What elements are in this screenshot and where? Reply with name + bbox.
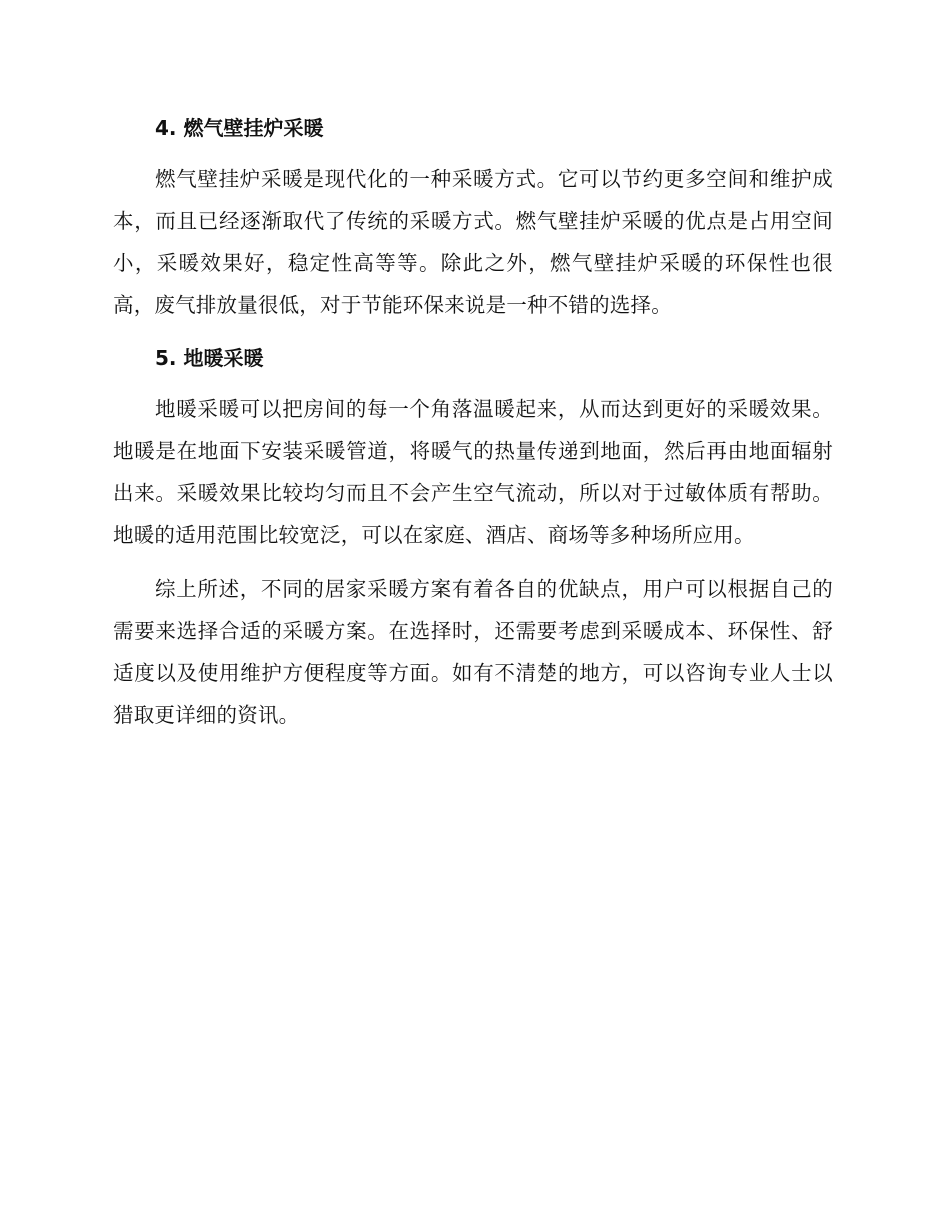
conclusion-paragraph: 综上所述，不同的居家采暖方案有着各自的优缺点，用户可以根据自己的需要来选择合适的采暖方案。在选择时，还需要考虑到采暖成本、环保性、舒适度以及使用维护方便程度等方面。如有不清楚的地方，可以咨询专业人士以猎取更详细的资讯。 xyxy=(113,577,833,727)
document-body xyxy=(113,108,833,748)
section-heading-gas-boiler: 4. 燃气壁挂炉采暖 xyxy=(155,116,324,140)
section-paragraph-gas-boiler: 燃气壁挂炉采暖是现代化的一种采暖方式。它可以节约更多空间和维护成本，而且已经逐渐取代了传统的采暖方式。燃气壁挂炉采暖的优点是占用空间小，采暖效果好，稳定性高等等。除此之外，燃气壁挂炉采暖的环保性也很高，废气排放量很低，对于节能环保来说是一种不错的选择。 xyxy=(113,167,833,317)
section-paragraph-floor-heating: 地暖采暖可以把房间的每一个角落温暖起来，从而达到更好的采暖效果。地暖是在地面下安装采暖管道，将暖气的热量传递到地面，然后再由地面辐射出来。采暖效果比较均匀而且不会产生空气流动，所以对于过敏体质有帮助。地暖的适用范围比较宽泛，可以在家庭、酒店、商场等多种场所应用。 xyxy=(113,397,833,547)
section-heading-floor-heating: 5. 地暖采暖 xyxy=(155,346,264,370)
